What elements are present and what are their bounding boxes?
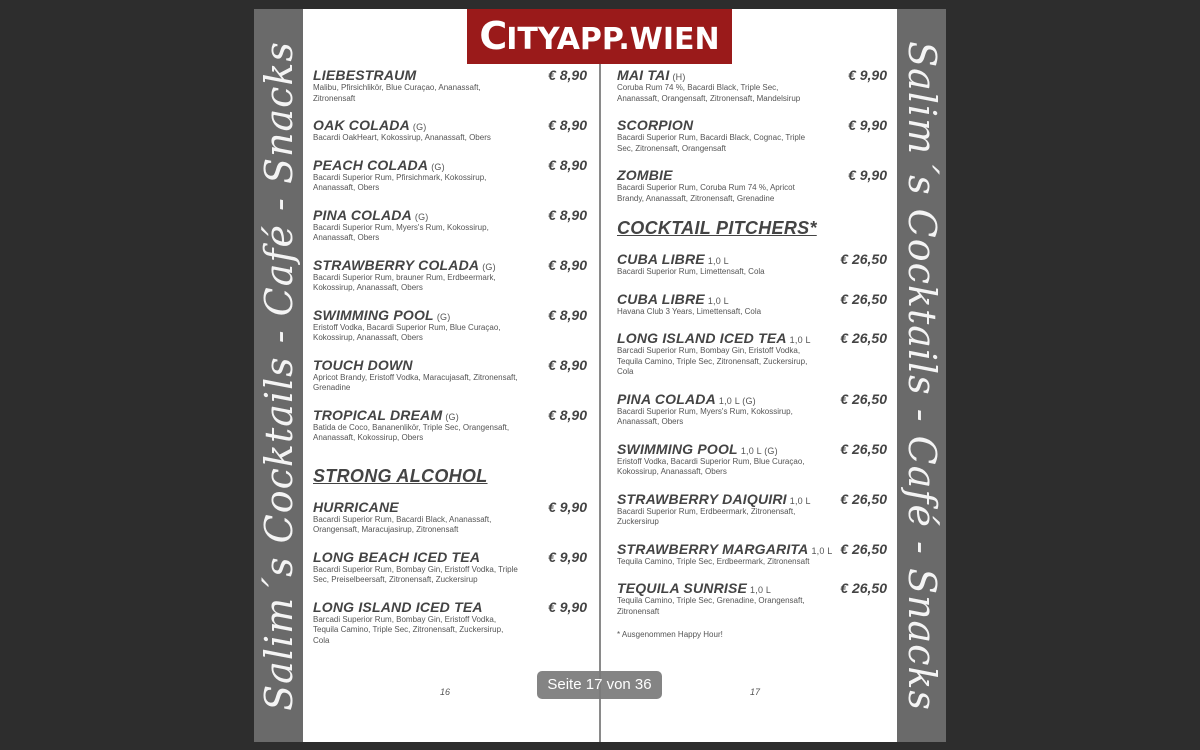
menu-item-note: 1,0 L — [789, 335, 811, 345]
menu-item-price: € 8,90 — [548, 406, 587, 423]
menu-item-description: Tequila Camino, Triple Sec, Erdbeermark, Zitronensaft — [617, 556, 810, 566]
menu-item-description: Barcadi Superior Rum, Bombay Gin, Eristoff Vodka, Tequila Camino, Triple Sec, Zitronensaft, Zuckersirup, Cola — [617, 346, 808, 376]
menu-item — [617, 167, 887, 204]
menu-item-header — [617, 251, 887, 267]
menu-item-header — [313, 157, 587, 173]
menu-item-name-wrap — [313, 307, 450, 323]
menu-item — [313, 157, 587, 194]
menu-item-name: LIEBESTRAUM — [313, 67, 417, 83]
menu-item — [313, 599, 587, 647]
menu-item-price: € 26,50 — [840, 580, 887, 596]
menu-item-note: 1,0 L — [707, 256, 729, 266]
menu-item — [617, 580, 887, 617]
menu-item-name-wrap — [313, 207, 429, 223]
menu-item-name-wrap — [313, 599, 486, 615]
menu-item-description: Apricot Brandy, Eristoff Vodka, Maracujasaft, Zitronensaft, Grenadine — [313, 372, 518, 392]
menu-item-name: ZOMBIE — [617, 167, 673, 183]
menu-item-price: € 26,50 — [840, 390, 887, 407]
menu-item-header — [313, 307, 587, 323]
menu-item — [617, 117, 887, 154]
right-items-bottom — [617, 251, 887, 617]
menu-item-note: 1,0 L — [789, 495, 811, 506]
menu-item-name: HURRICANE — [313, 498, 399, 515]
menu-item-name: LONG BEACH ICED TEA — [313, 548, 481, 565]
menu-item-name-wrap — [617, 67, 686, 83]
menu-item — [617, 491, 887, 528]
menu-item — [313, 549, 587, 586]
menu-item-price: € 8,90 — [548, 306, 587, 323]
menu-item-price: € 26,50 — [840, 290, 887, 307]
menu-item-name-wrap — [313, 157, 445, 173]
menu-item-description: Bacardi Superior Rum, Limettensaft, Cola — [617, 267, 765, 276]
menu-item — [617, 330, 887, 378]
menu-item-name: TOUCH DOWN — [313, 356, 413, 373]
menu-item-description: Eristoff Vodka, Bacardi Superior Rum, Blue Curaçao, Kokossirup, Ananassaft, Obers — [617, 456, 805, 476]
menu-item-description: Bacardi Superior Rum, Myers's Rum, Kokossirup, Ananassaft, Obers — [313, 222, 489, 242]
menu-item-description: Bacardi Superior Rum, Erdbeermark, Zitronensaft, Zuckersirup — [617, 506, 796, 526]
menu-item-note: 1,0 L (G) — [740, 445, 778, 456]
menu-item-price: € 8,90 — [548, 117, 587, 133]
menu-item-note: 1,0 L — [707, 295, 729, 306]
menu-item-price: € 26,50 — [840, 490, 887, 507]
menu-item-name: CUBA LIBRE — [617, 251, 705, 267]
menu-item-description: Bacardi Superior Rum, Myers's Rum, Kokossirup, Ananassaft, Obers — [617, 406, 793, 426]
menu-item-name-wrap — [617, 580, 771, 596]
menu-item-note: (G) — [412, 122, 427, 132]
menu-item-price: € 9,90 — [848, 117, 887, 133]
menu-item-header — [617, 580, 887, 596]
menu-item — [617, 67, 887, 104]
section-title-cocktail-pitchers: COCKTAIL PITCHERS* — [617, 218, 817, 238]
menu-item-name-wrap — [617, 167, 676, 183]
menu-item-name: SWIMMING POOL — [313, 306, 434, 323]
menu-item-description: Bacardi Superior Rum, Bacardi Black, Cognac, Triple Sec, Zitronensaft, Orangensaft — [617, 133, 806, 153]
menu-item-name: LONG ISLAND ICED TEA — [313, 598, 483, 615]
menu-item-description: Bacardi Superior Rum, Bacardi Black, Ananassaft, Orangensaft, Maracujasirup, Zitronensaft — [313, 514, 492, 534]
cityapp-logo — [467, 9, 732, 64]
menu-item-header — [313, 407, 587, 423]
right-items-top — [617, 67, 887, 204]
menu-item-description: Eristoff Vodka, Bacardi Superior Rum, Blue Curaçao, Kokossirup, Ananassaft, Obers — [313, 322, 501, 342]
menu-item-name: STRAWBERRY MARGARITA — [617, 540, 809, 557]
menu-item-description: Bacardi OakHeart, Kokossirup, Ananassaft, Obers — [313, 133, 491, 142]
footnote: * Ausgenommen Happy Hour! — [617, 630, 723, 639]
menu-item-note: (H) — [672, 72, 686, 82]
menu-item-name: PEACH COLADA — [313, 156, 429, 173]
menu-item — [313, 357, 587, 394]
menu-item-price: € 26,50 — [840, 330, 887, 346]
left-page — [313, 67, 587, 659]
menu-item-header — [617, 441, 887, 457]
menu-item-price: € 26,50 — [840, 440, 887, 457]
menu-item-description: Havana Club 3 Years, Limettensaft, Cola — [617, 306, 762, 316]
menu-item-name: LONG ISLAND ICED TEA — [617, 330, 787, 346]
menu-item-header — [617, 117, 887, 133]
menu-item-name: PINA COLADA — [313, 206, 412, 223]
menu-item-header — [617, 167, 887, 183]
logo-rest: ITYAPP.WIEN — [506, 22, 720, 57]
menu-item-note: 1,0 L (G) — [718, 395, 756, 406]
menu-item-header — [313, 207, 587, 223]
menu-item — [617, 391, 887, 428]
menu-item-price: € 8,90 — [548, 206, 587, 223]
menu-item-price: € 26,50 — [840, 540, 887, 557]
menu-item-name-wrap — [617, 391, 756, 407]
menu-item-note: 1,0 L — [750, 585, 772, 595]
menu-item-header — [617, 330, 887, 346]
menu-item-note: (G) — [431, 161, 445, 172]
menu-item-note: (G) — [445, 411, 459, 422]
menu-item — [313, 407, 587, 444]
menu-item-name: STRAWBERRY DAIQUIRI — [617, 490, 787, 507]
menu-item-header — [617, 541, 887, 557]
page-indicator: Seite 17 von 36 — [537, 671, 662, 699]
right-side-band — [897, 9, 946, 742]
menu-item-header — [313, 67, 587, 83]
menu-item-description: Barcadi Superior Rum, Bombay Gin, Eristoff Vodka, Tequila Camino, Triple Sec, Zitronensaft, Zuckersirup, Cola — [313, 614, 504, 645]
menu-item-name: CUBA LIBRE — [617, 290, 705, 307]
logo-initial: C — [479, 14, 507, 58]
menu-item-name-wrap — [313, 407, 459, 423]
menu-item-name: SCORPION — [617, 117, 694, 133]
menu-item-name: OAK COLADA — [313, 117, 410, 133]
menu-item-name-wrap — [313, 117, 427, 133]
menu-item-price: € 9,90 — [548, 548, 587, 565]
menu-item-description: Malibu, Pfirsichlikör, Blue Curaçao, Ananassaft, Zitronensaft — [313, 83, 481, 103]
menu-item-description: Bacardi Superior Rum, Coruba Rum 74 %, Apricot Brandy, Ananassaft, Zitronensaft, Grenadine — [617, 183, 795, 203]
menu-item-name: PINA COLADA — [617, 390, 716, 407]
menu-item-description: Tequila Camino, Triple Sec, Grenadine, Orangensaft, Zitronensaft — [617, 596, 805, 616]
menu-item-header — [617, 491, 887, 507]
left-items-bottom — [313, 499, 587, 647]
menu-item-header — [313, 549, 587, 565]
menu-item-price: € 26,50 — [840, 251, 887, 267]
menu-item-name: SWIMMING POOL — [617, 440, 738, 457]
menu-spread — [254, 9, 946, 742]
menu-item-note: (G) — [482, 261, 496, 272]
menu-item-price: € 8,90 — [548, 256, 587, 273]
menu-item — [617, 251, 887, 278]
menu-item-description: Batida de Coco, Bananenlikör, Triple Sec, Orangensaft, Ananassaft, Kokossirup, Obers — [313, 422, 510, 442]
menu-item-name: STRAWBERRY COLADA — [313, 256, 480, 273]
menu-item-header — [617, 391, 887, 407]
menu-item-name: TEQUILA SUNRISE — [617, 580, 748, 596]
menu-item-price: € 8,90 — [548, 356, 587, 373]
menu-item-name-wrap — [617, 330, 811, 346]
menu-item-header — [617, 291, 887, 307]
menu-item-name-wrap — [313, 357, 416, 373]
menu-item-name-wrap — [313, 549, 483, 565]
menu-item-price: € 9,90 — [548, 598, 587, 615]
menu-item-header — [313, 117, 587, 133]
menu-item — [313, 207, 587, 244]
menu-item-name-wrap — [617, 441, 778, 457]
menu-item-name-wrap — [617, 491, 811, 507]
page-number-right: 17 — [750, 687, 761, 697]
menu-item-name-wrap — [617, 117, 696, 133]
menu-item-note: (G) — [414, 211, 429, 222]
menu-item-header — [313, 257, 587, 273]
page-fold — [599, 61, 601, 742]
menu-item-name: TROPICAL DREAM — [313, 406, 443, 423]
menu-item-header — [617, 67, 887, 83]
menu-item-name-wrap — [617, 251, 729, 267]
menu-item-name-wrap — [313, 499, 402, 515]
menu-item-name-wrap — [313, 257, 496, 273]
menu-item — [313, 257, 587, 294]
menu-item-description: Bacardi Superior Rum, Bombay Gin, Eristoff Vodka, Triple Sec, Preiselbeersaft, Zitronensaft, Zuckersirup — [313, 564, 518, 584]
page-number-left: 16 — [440, 687, 451, 697]
menu-item-name-wrap — [313, 67, 419, 83]
menu-item-header — [313, 499, 587, 515]
section-title-strong-alcohol: STRONG ALCOHOL — [313, 465, 488, 486]
left-items-top — [313, 67, 587, 444]
menu-item — [617, 441, 887, 478]
menu-item-description: Bacardi Superior Rum, brauner Rum, Erdbeermark, Kokossirup, Ananassaft, Obers — [313, 272, 496, 292]
menu-item-price: € 9,90 — [848, 67, 887, 83]
left-side-band — [254, 9, 303, 742]
menu-item-price: € 9,90 — [548, 498, 587, 515]
menu-item-header — [313, 599, 587, 615]
menu-item-price: € 8,90 — [548, 67, 587, 83]
menu-item — [617, 291, 887, 318]
menu-item — [313, 117, 587, 144]
menu-item-price: € 8,90 — [548, 156, 587, 173]
menu-item — [313, 67, 587, 104]
menu-item-header — [313, 357, 587, 373]
menu-item-name: MAI TAI — [617, 67, 670, 83]
menu-item-description: Bacardi Superior Rum, Pfirsichmark, Kokossirup, Ananassaft, Obers — [313, 172, 487, 192]
right-side-text: Salim´s Cocktails - Café - Snacks — [899, 40, 944, 711]
menu-item-name-wrap — [617, 291, 729, 307]
menu-item-note: (G) — [436, 311, 451, 322]
menu-item-name-wrap — [617, 541, 832, 557]
menu-item — [313, 499, 587, 536]
menu-item-note: 1,0 L — [811, 545, 833, 556]
menu-item — [617, 541, 887, 568]
menu-item-description: Coruba Rum 74 %, Bacardi Black, Triple Sec, Ananassaft, Orangensaft, Zitronensaft, Mandelsirup — [617, 83, 801, 103]
menu-item-price: € 9,90 — [848, 167, 887, 183]
left-side-text: Salim´s Cocktails - Café - Snacks — [256, 40, 301, 711]
menu-item — [313, 307, 587, 344]
right-page — [617, 67, 887, 639]
